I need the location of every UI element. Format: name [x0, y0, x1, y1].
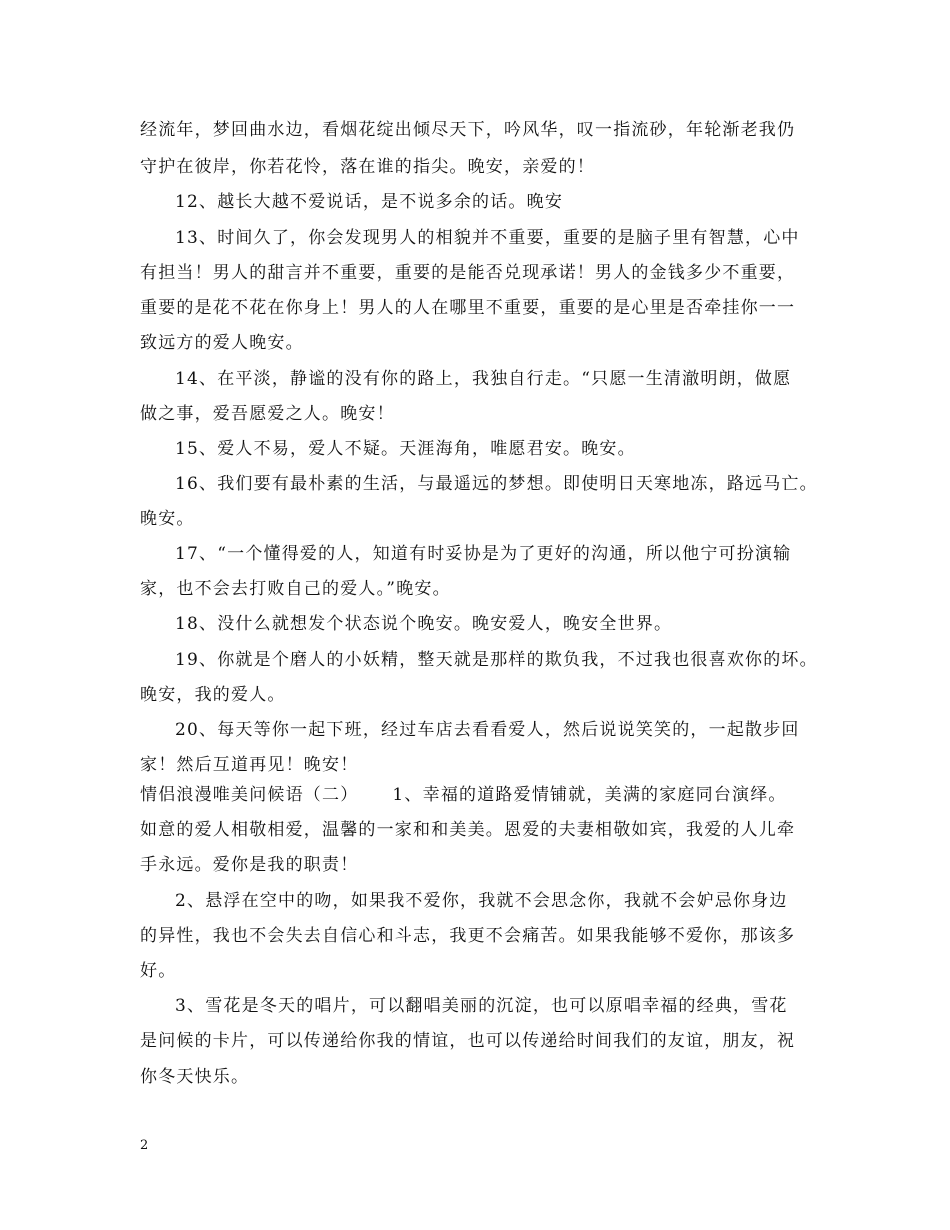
text-line: 是问候的卡片，可以传递给你我的情谊，也可以传递给时间我们的友谊，朋友，祝	[140, 1031, 796, 1051]
text-line: 15、爱人不易，爱人不疑。天涯海角，唯愿君安。晚安。	[175, 439, 636, 459]
text-line: 你冬天快乐。	[140, 1067, 250, 1087]
text-line: 12、越长大越不爱说话，是不说多余的话。晚安	[175, 192, 564, 212]
text-line: 3、雪花是冬天的唱片，可以翻唱美丽的沉淀，也可以原唱幸福的经典，雪花	[175, 996, 788, 1016]
text-line: 好。	[140, 961, 177, 981]
text-line: 14、在平淡，静谧的没有你的路上，我独自行走。“只愿一生清澈明朗，做愿	[175, 369, 792, 389]
text-line: 守护在彼岸，你若花怜，落在谁的指尖。晚安，亲爱的！	[140, 157, 595, 177]
text-line: 经流年，梦回曲水边，看烟花绽出倾尽天下，吟风华，叹一指流砂，年轮渐老我仍	[140, 120, 796, 140]
text-line: 20、每天等你一起下班，经过车店去看看爱人，然后说说笑笑的，一起散步回	[175, 720, 800, 740]
text-line: 晚安。	[140, 509, 195, 529]
text-line: 18、没什么就想发个状态说个晚安。晚安爱人，晚安全世界。	[175, 614, 673, 634]
text-line: 晚安，我的爱人。	[140, 685, 286, 705]
text-line: 2、悬浮在空中的吻，如果我不爱你，我就不会思念你，我就不会妒忌你身边	[175, 891, 788, 911]
text-line: 手永远。爱你是我的职责！	[140, 855, 359, 875]
text-line: 的异性，我也不会失去自信心和斗志，我更不会痛苦。如果我能够不爱你，那该多	[140, 926, 796, 946]
text-line: 如意的爱人相敬相爱，温馨的一家和和美美。恩爱的夫妻相敬如宾，我爱的人儿牵	[140, 820, 796, 840]
text-line: 13、时间久了，你会发现男人的相貌并不重要，重要的是脑子里有智慧，心中	[175, 228, 800, 248]
page-number: 2	[140, 1138, 149, 1153]
text-line: 重要的是花不花在你身上！男人的人在哪里不重要，重要的是心里是否牵挂你一一	[140, 298, 796, 318]
section-heading-line	[140, 785, 787, 805]
section-first-item: 1、幸福的道路爱情铺就，美满的家庭同台演绎。	[392, 785, 787, 805]
text-line: 致远方的爱人晚安。	[140, 333, 304, 353]
text-line: 做之事，爱吾愿爱之人。晚安！	[140, 404, 395, 424]
text-line: 家！然后互道再见！晚安！	[140, 755, 359, 775]
text-line: 19、你就是个磨人的小妖精，整天就是那样的欺负我，不过我也很喜欢你的坏。	[175, 650, 818, 670]
text-line: 家，也不会去打败自己的爱人。”晚安。	[140, 579, 451, 599]
text-line: 17、“一个懂得爱的人，知道有时妥协是为了更好的沟通，所以他宁可扮演输	[175, 544, 792, 564]
section-heading: 情侣浪漫唯美问候语（二）	[140, 785, 359, 805]
text-line: 16、我们要有最朴素的生活，与最遥远的梦想。即使明日天寒地冻，路远马亡。	[175, 474, 818, 494]
text-line: 有担当！男人的甜言并不重要，重要的是能否兑现承诺！男人的金钱多少不重要，	[140, 263, 796, 283]
